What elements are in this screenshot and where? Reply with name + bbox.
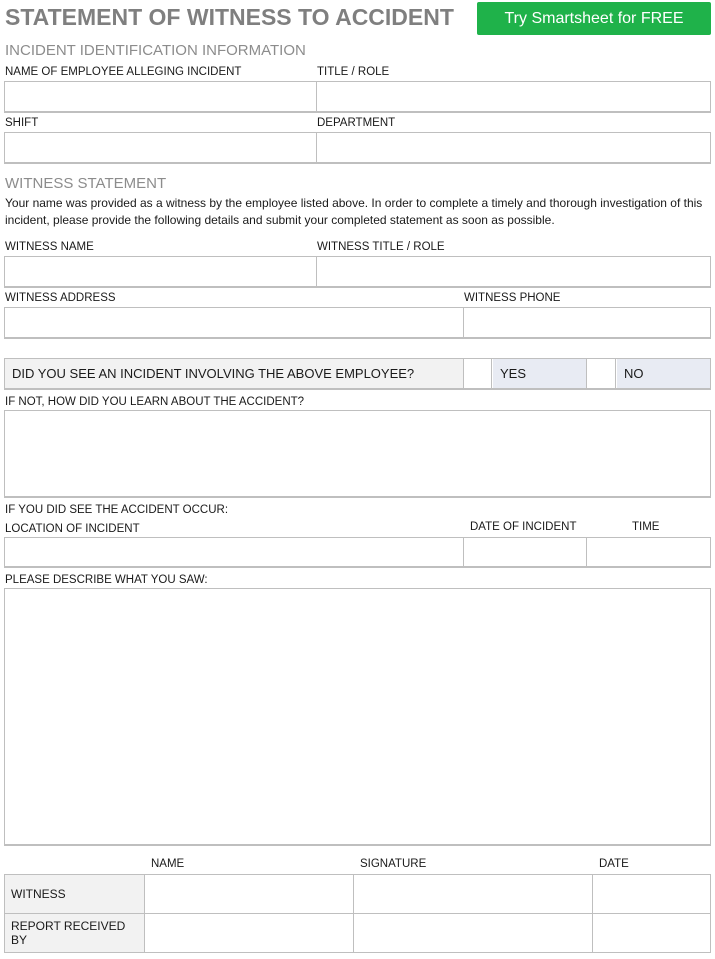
witness-name-field[interactable] [4, 256, 317, 288]
location-label: LOCATION OF INCIDENT [5, 523, 140, 535]
location-field[interactable] [4, 537, 464, 568]
name-column-header: NAME [151, 858, 185, 870]
shift-field[interactable] [4, 132, 317, 164]
witness-title-role-field[interactable] [316, 256, 711, 288]
no-option-label: NO [617, 359, 710, 388]
if-not-label: IF NOT, HOW DID YOU LEARN ABOUT THE ACCIDENT? [5, 396, 305, 408]
date-of-incident-label: DATE OF INCIDENT [470, 521, 577, 533]
witness-phone-field[interactable] [463, 307, 711, 339]
witness-signature-cell[interactable] [353, 874, 593, 914]
time-field[interactable] [586, 537, 711, 568]
employee-name-label: NAME OF EMPLOYEE ALLEGING INCIDENT [5, 66, 242, 78]
received-name-cell[interactable] [144, 913, 354, 953]
witness-row-label: WITNESS [4, 874, 145, 914]
witness-phone-label: WITNESS PHONE [464, 292, 561, 304]
try-smartsheet-button[interactable]: Try Smartsheet for FREE [477, 2, 711, 35]
employee-name-field[interactable] [4, 81, 317, 113]
signature-column-header: SIGNATURE [360, 858, 427, 870]
title-role-label: TITLE / ROLE [317, 66, 390, 78]
witness-date-cell[interactable] [592, 874, 711, 914]
department-label: DEPARTMENT [317, 117, 396, 129]
time-label: TIME [632, 521, 660, 533]
witness-name-label: WITNESS NAME [5, 241, 94, 253]
witness-intro-text: Your name was provided as a witness by the employee listed above. In order to complete a timely and thorough investigation of this incident, please provide the following details and submit your completed statement as soon as possible. [5, 196, 703, 227]
witness-address-field[interactable] [4, 307, 464, 339]
witness-title-role-label: WITNESS TITLE / ROLE [317, 241, 445, 253]
how-learned-field[interactable] [4, 410, 711, 498]
received-signature-cell[interactable] [353, 913, 593, 953]
yes-checkbox[interactable] [463, 359, 492, 388]
incident-section-heading: INCIDENT IDENTIFICATION INFORMATION [5, 42, 306, 59]
if-did-label: IF YOU DID SEE THE ACCIDENT OCCUR: [5, 504, 229, 516]
title-role-field[interactable] [316, 81, 711, 113]
date-of-incident-field[interactable] [463, 537, 587, 568]
witness-address-label: WITNESS ADDRESS [5, 292, 116, 304]
describe-field[interactable] [4, 588, 711, 846]
page-title: STATEMENT OF WITNESS TO ACCIDENT [5, 4, 454, 30]
received-date-cell[interactable] [592, 913, 711, 953]
shift-label: SHIFT [5, 117, 39, 129]
yes-option-label: YES [493, 359, 586, 388]
date-column-header: DATE [599, 858, 629, 870]
department-field[interactable] [316, 132, 711, 164]
incident-question: DID YOU SEE AN INCIDENT INVOLVING THE ABOVE EMPLOYEE? [5, 359, 463, 388]
describe-label: PLEASE DESCRIBE WHAT YOU SAW: [5, 574, 208, 586]
witness-name-cell[interactable] [144, 874, 354, 914]
witness-section-heading: WITNESS STATEMENT [5, 175, 167, 192]
no-checkbox[interactable] [586, 359, 616, 388]
report-received-row-label: REPORT RECEIVED BY [4, 913, 145, 953]
